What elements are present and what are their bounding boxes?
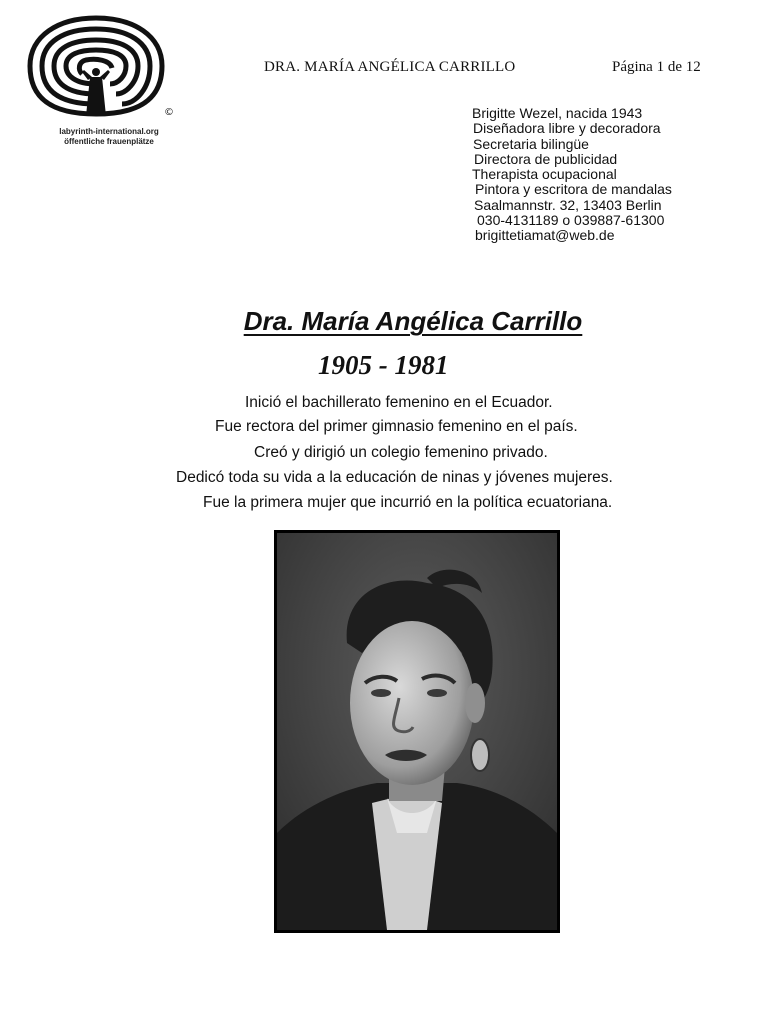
page-title [0, 306, 768, 337]
bio-line: Creó y dirigió un colegio femenino privado. [254, 444, 548, 461]
author-line: Secretaria bilingüe [473, 135, 589, 152]
running-header-title: DRA. MARÍA ANGÉLICA CARRILLO [264, 59, 516, 75]
author-email[interactable]: brigittetiamat@web.de [475, 227, 615, 244]
author-line: Pintora y escritora de mandalas [475, 181, 672, 198]
author-line: Saalmannstr. 32, 13403 Berlin [474, 196, 662, 213]
author-line: Brigitte Wezel, nacida 1943 [472, 105, 643, 121]
bio-line: Fue rectora del primer gimnasio femenino en el país. [215, 418, 578, 435]
labyrinth-icon [26, 14, 166, 124]
logo-caption [34, 127, 184, 147]
portrait-photo [274, 530, 560, 933]
copyright-mark: © [164, 107, 174, 118]
author-line: Therapista ocupacional [472, 166, 617, 183]
labyrinth-logo[interactable] [26, 14, 186, 150]
author-info [472, 106, 672, 244]
logo-caption-line1: labyrinth-international.org [59, 127, 159, 136]
bio-line: Dedicó toda su vida a la educación de ninas y jóvenes mujeres. [176, 469, 613, 486]
page-title-text: Dra. María Angélica Carrillo [243, 306, 583, 336]
life-years: 1905 - 1981 [318, 350, 449, 380]
author-phone: 030-4131189 o 039887-61300 [477, 212, 665, 229]
page-indicator: Página 1 de 12 [612, 59, 701, 75]
author-line: Directora de publicidad [474, 150, 618, 167]
bio-line: Fue la primera mujer que incurrió en la política ecuatoriana. [203, 494, 613, 511]
logo-caption-line2: öffentliche frauenplätze [64, 137, 154, 146]
portrait-image [277, 533, 557, 930]
bio-line: Inició el bachillerato femenino en el Ecuador. [245, 394, 553, 411]
author-line: Diseñadora libre y decoradora [473, 120, 661, 137]
